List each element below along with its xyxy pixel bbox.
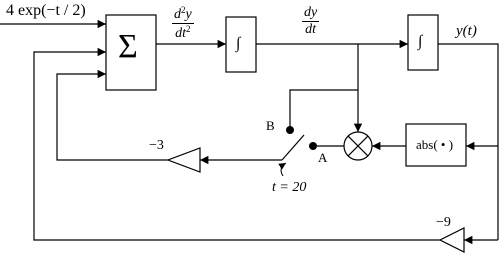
gain-velocity-triangle — [168, 148, 200, 172]
summer-sigma: Σ — [118, 28, 138, 65]
gain-position-triangle — [440, 228, 464, 252]
switch-time-arrow — [281, 163, 286, 176]
switch-contact-b — [286, 126, 294, 134]
switch-lever — [282, 135, 304, 160]
input-signal-label: 4 exp(−t / 2) — [6, 2, 86, 19]
switch-time-label: t = 20 — [272, 180, 307, 195]
integrator-1-symbol: ∫ — [236, 35, 241, 52]
gain-position-label: −9 — [436, 215, 451, 230]
velocity-to-switch-b — [290, 90, 358, 128]
integrator-2-block — [408, 15, 438, 70]
integrator-2-symbol: ∫ — [418, 33, 423, 50]
output-label: y(t) — [456, 23, 477, 39]
switch-contact-a — [309, 142, 317, 150]
integrator-1-block — [226, 17, 256, 72]
gain-velocity-label: −3 — [149, 138, 164, 153]
switch-a-label: A — [318, 150, 328, 165]
velocity-label: $\frac{dy}{dt}$ — [304, 5, 318, 37]
switch-b-label: B — [266, 118, 275, 133]
abs-block-label: abs( • ) — [416, 137, 454, 152]
accel-label: $\frac{d^2y}{dt^2}$ — [174, 5, 192, 41]
